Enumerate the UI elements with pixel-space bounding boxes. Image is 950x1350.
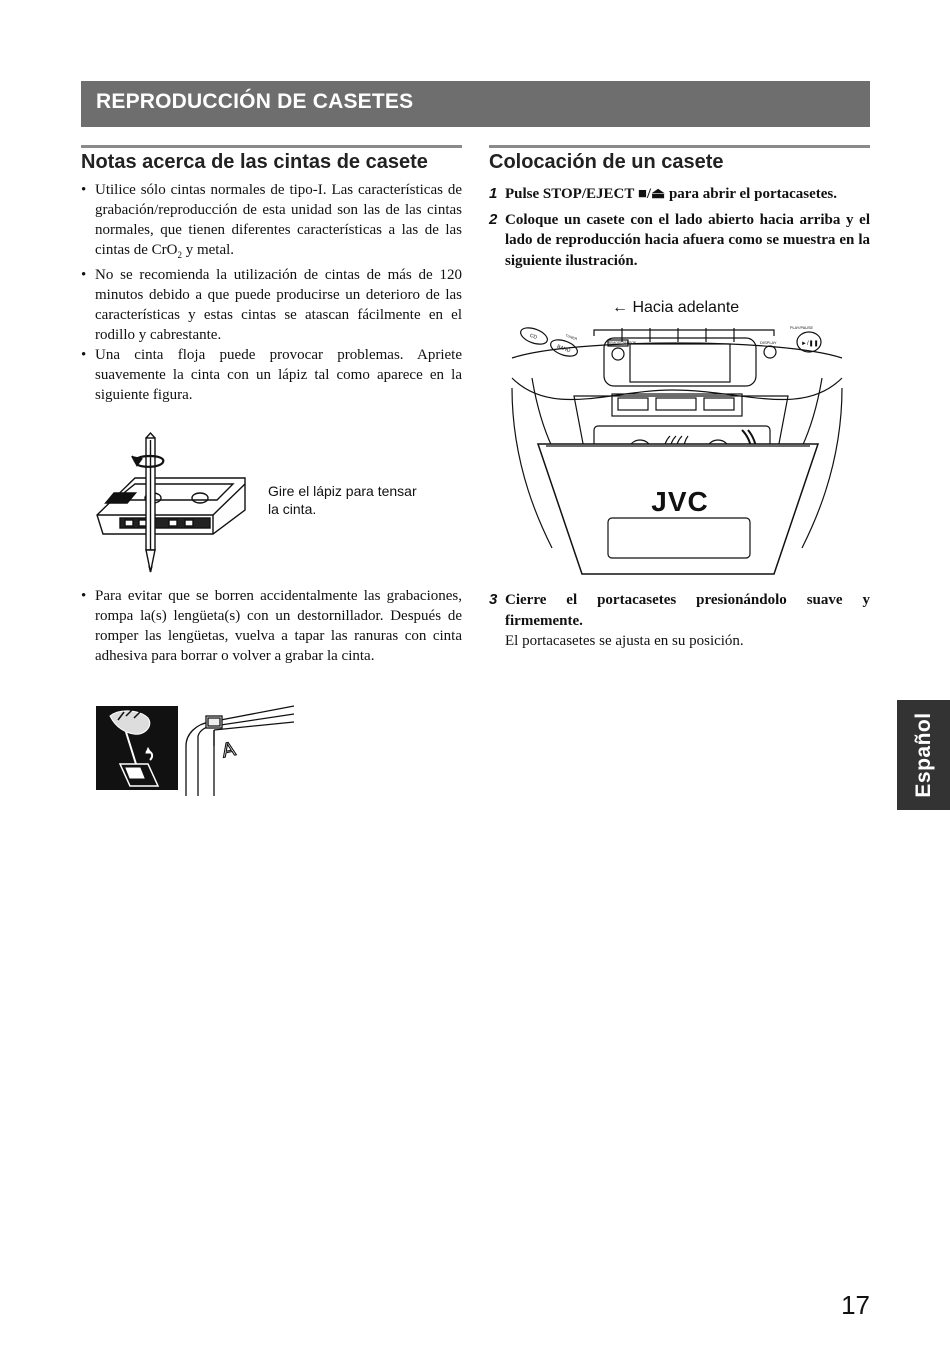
bullet-loose-tape-text: Una cinta floja puede provocar problemas. Apriete suavemente la cinta con un lápiz tal como aparece en la siguiente figura.	[95, 347, 462, 403]
section-banner	[81, 81, 870, 127]
step-1-number: 1	[489, 185, 498, 202]
brand-logo: JVC	[651, 486, 709, 517]
right-heading: Colocación de un casete	[489, 151, 724, 173]
boombox-illustration	[512, 318, 842, 574]
bullet-erase-protection-text: Para evitar que se borren accidentalmente las grabaciones, rompa la(s) lengüeta(s) con un destornillador. Después de romper las lengüetas, vuelva a tapar las ranuras con cinta adhesiva para borrar o volver a grabar la cinta.	[95, 588, 462, 664]
left-bullets-bottom	[81, 586, 462, 666]
step-3	[489, 590, 870, 631]
step-1	[489, 184, 870, 205]
step-2	[489, 210, 870, 272]
bullet-loose-tape: • Una cinta floja puede provocar problemas. Apriete suavemente la cinta con un lápiz tal como aparece en la siguiente figura.	[81, 347, 462, 403]
step-3-number: 3	[489, 591, 498, 608]
steps-top	[489, 184, 870, 271]
step-2-text: Coloque un casete con el lado abierto hacia arriba y el lado de reproducción hacia afuera como se muestra en la siguiente ilustración.	[505, 211, 870, 269]
cassette-tab-closeup	[186, 696, 296, 796]
left-heading-rule	[81, 145, 462, 148]
pencil-caption-line1: Gire el lápiz para tensar	[268, 483, 417, 499]
bullet-tape-type-sub: 2	[177, 250, 182, 260]
left-bullets-top	[81, 180, 462, 405]
language-side-label: Español	[912, 712, 935, 798]
section-title: REPRODUCCIÓN DE CASETES	[96, 90, 414, 113]
pencil-caption	[268, 482, 448, 518]
arrow-left-icon: ←	[612, 299, 628, 316]
forward-label	[612, 299, 739, 317]
bullet-tape-type-text: Utilice sólo cintas normales de tipo-I. Las características de grabación/reproducción de esta unidad son las de las cintas normales, que tienen diferentes características a las de las cintas de CrO	[95, 182, 462, 258]
language-side-tab	[897, 700, 950, 810]
band-button-label: BAND	[556, 343, 572, 355]
bullet-tape-type: • Utilice sólo cintas normales de tipo-I. Las características de grabación/reproducción de esta unidad son las de las cintas normales, que tienen diferentes características a las de las cintas de CrO$_2$ y metal.	[81, 182, 462, 260]
remote-sensor-label: REMOTE SENSOR	[608, 341, 636, 345]
step-3-note: El portacasetes se ajusta en su posición.	[505, 633, 744, 649]
step-2-number: 2	[489, 210, 498, 228]
page-number: 17	[841, 1290, 870, 1320]
right-heading-rule	[489, 145, 870, 148]
bullet-long-tape: • No se recomienda la utilización de cintas de más de 120 minutos debido a que puede producirse un deterioro de las características y estas cintas se atascan fácilmente en el rodillo y cabrestante.	[81, 267, 462, 343]
bullet-erase-protection: • Para evitar que se borren accidentalmente las grabaciones, rompa la(s) lengüeta(s) con un destornillador. Después de romper las lengüetas, vuelva a tapar las ranuras con cinta adhesiva para borrar o volver a grabar la cinta.	[81, 588, 462, 664]
tuner-label: TUNER	[564, 333, 578, 342]
left-heading: Notas acerca de las cintas de casete	[81, 151, 428, 173]
display-label: DISPLAY	[760, 340, 777, 345]
bullet-tape-type-tail: y metal.	[181, 242, 235, 258]
play-pause-symbol: ►/❚❚	[801, 341, 819, 347]
step-1-text: Pulse STOP/EJECT ■/⏏ para abrir el portacasetes.	[505, 186, 837, 202]
tab-break-illustration	[96, 706, 178, 790]
tab-letter-label: A	[219, 738, 238, 763]
step-3-text: Cierre el portacasetes presionándolo suave y firmemente.	[505, 592, 870, 629]
pencil-caption-line2: la cinta.	[268, 501, 317, 517]
bullet-long-tape-text: No se recomienda la utilización de cintas de más de 120 minutos debido a que puede producirse un deterioro de las características y estas cintas se atascan fácilmente en el rodillo y cabrestante.	[95, 267, 462, 343]
play-pause-label: PLAY/PAUSE	[790, 326, 814, 330]
cd-button-label: CD	[528, 332, 538, 341]
forward-label-text: Hacia adelante	[632, 299, 740, 316]
steps-bottom	[489, 590, 870, 652]
pencil-cassette-illustration	[95, 432, 245, 577]
